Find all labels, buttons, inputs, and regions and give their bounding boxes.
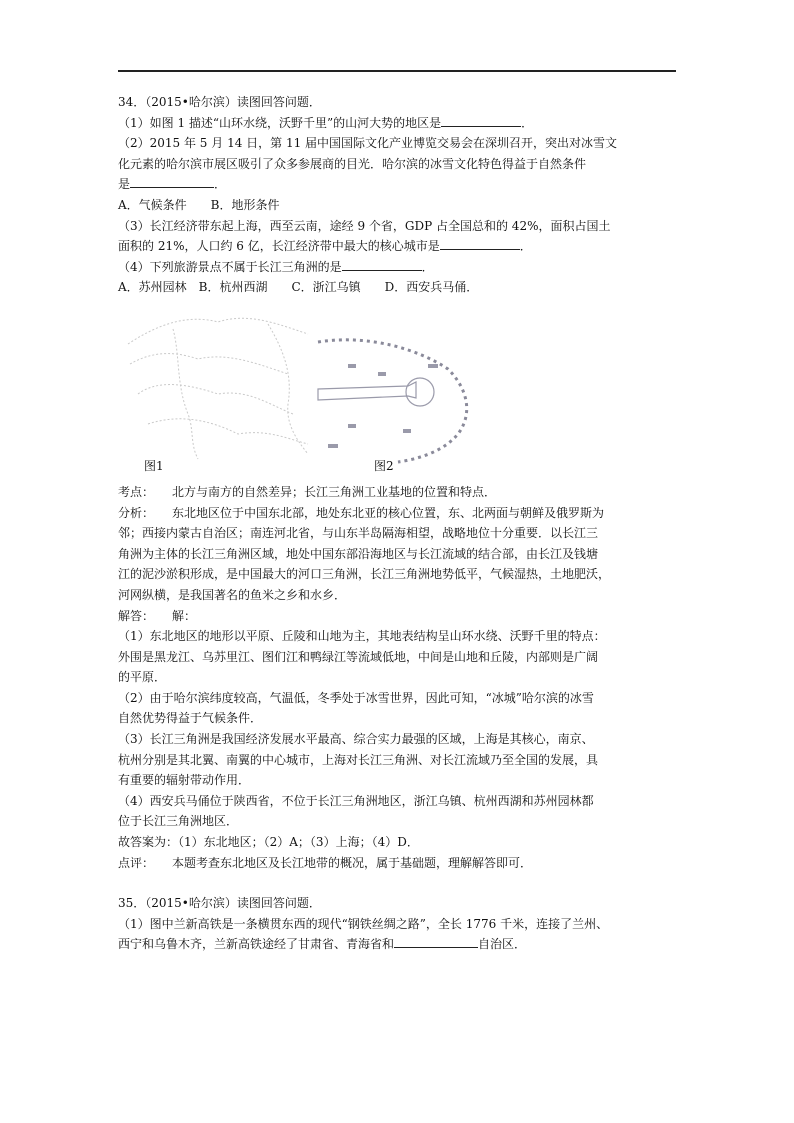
- final-answer: 故答案为：（1）东北地区；（2）A；（3）上海；（4）D．: [118, 835, 419, 850]
- document-body: [118, 92, 678, 955]
- answer3-line3: 有重要的辐射带动作用．: [118, 773, 251, 788]
- spacer: [118, 873, 678, 893]
- q34-header: 34．（2015•哈尔滨）读图回答问题．: [118, 95, 321, 109]
- q35-part1-line2: 西宁和乌鲁木齐，兰新高铁途经了甘肃省、青海省和 自治区．: [118, 934, 678, 955]
- figure-1-map: [118, 304, 338, 464]
- answer-blank[interactable]: [342, 257, 422, 271]
- dianping: 点评： 本题考查东北地区及长江地带的概况，属于基础题，理解解答即可．: [118, 855, 533, 870]
- answer-blank[interactable]: [394, 934, 478, 948]
- q35-part1-line1: （1）图中兰新高铁是一条横贯东西的现代“钢铁丝绸之路”，全长 1776 千米，连接了兰州、: [118, 916, 609, 931]
- fenxi-line1: 分析： 东北地区位于中国东北部，地处东北亚的核心位置，东、北两面与朝鲜及俄罗斯为: [118, 505, 605, 520]
- q34-part3-line2: 面积的 21%，人口约 6 亿，长江经济带中最大的核心城市是 ．: [118, 236, 678, 257]
- q34-part2-line2: 化元素的哈尔滨市展区吸引了众多参展商的目光．哈尔滨的冰雪文化特色得益于自然条件: [118, 156, 587, 171]
- q35-header: 35．（2015•哈尔滨）读图回答问题．: [118, 896, 321, 911]
- answer-blank[interactable]: [440, 236, 520, 250]
- jieda: 解答： 解：: [118, 608, 197, 623]
- q34-part2-line3: 是 ．: [118, 174, 678, 195]
- answer1-line3: 的平原．: [118, 670, 167, 685]
- fenxi-line4: 江的泥沙淤积形成，是中国最大的河口三角洲，长江三角洲地势低平，气候湿热，土地肥沃，: [118, 567, 611, 582]
- fenxi-line2: 邻；西接内蒙古自治区；南连河北省，与山东半岛隔海相望，战略地位十分重要．以长江三: [118, 526, 599, 541]
- figure-2-map: [308, 334, 548, 464]
- answer2-line1: （2）由于哈尔滨纬度较高，气温低，冬季处于冰雪世界，因此可知，“冰城”哈尔滨的冰雪: [118, 690, 594, 705]
- figure-1-caption: 图1: [144, 458, 164, 473]
- q34-part3-line1: （3）长江经济带东起上海，西至云南，途经 9 个省，GDP 占全国总和的 42%，面积占国土: [118, 218, 611, 233]
- answer3-line1: （3）长江三角洲是我国经济发展水平最高、综合实力最强的区域，上海是其核心，南京、: [118, 732, 594, 747]
- answer4-line1: （4）西安兵马俑位于陕西省，不位于长江三角洲地区，浙江乌镇、杭州西湖和苏州园林都: [118, 793, 594, 808]
- answer1-line2: 外围是黑龙江、乌苏里江、图们江和鸭绿江等流域低地，中间是山地和丘陵，内部则是广阔: [118, 649, 599, 664]
- fenxi-line5: 河网纵横，是我国著名的鱼米之乡和水乡．: [118, 587, 347, 602]
- kaodian: 考点： 北方与南方的自然差异；长江三角洲工业基地的位置和特点．: [118, 484, 497, 499]
- q34-part1: （1）如图 1 描述“山环水绕，沃野千里”的山河大势的地区是 ．: [118, 113, 678, 134]
- figure-2-caption: 图2: [374, 458, 394, 473]
- answer3-line2: 杭州分别是其北翼、南翼的中心城市，上海对长江三角洲、对长江流域乃至全国的发展，具: [118, 752, 599, 767]
- q34-part4: （4）下列旅游景点不属于长江三角洲的是 ．: [118, 257, 678, 278]
- q34-part4-options: A．苏州园林 B．杭州西湖 C．浙江乌镇 D．西安兵马俑．: [118, 280, 479, 295]
- answer1-line1: （1）东北地区的地形以平原、丘陵和山地为主，其地表结构呈山环水绕、沃野千里的特点：: [118, 629, 606, 644]
- fenxi-line3: 角洲为主体的长江三角洲区域，地处中国东部沿海地区与长江流域的结合部，由长江及钱塘: [118, 546, 599, 561]
- q34-part2-line1: （2）2015 年 5 月 14 日，第 11 届中国国际文化产业博览交易会在深圳召开，突出对冰雪文: [118, 136, 618, 151]
- answer-blank[interactable]: [441, 113, 521, 127]
- q34-part2-options: A．气候条件 B．地形条件: [118, 197, 280, 212]
- answer2-line2: 自然优势得益于气候条件．: [118, 711, 263, 726]
- answer-blank[interactable]: [130, 174, 214, 188]
- header-rule: [118, 70, 676, 72]
- figures: [118, 304, 678, 482]
- answer4-line2: 位于长江三角洲地区．: [118, 814, 239, 829]
